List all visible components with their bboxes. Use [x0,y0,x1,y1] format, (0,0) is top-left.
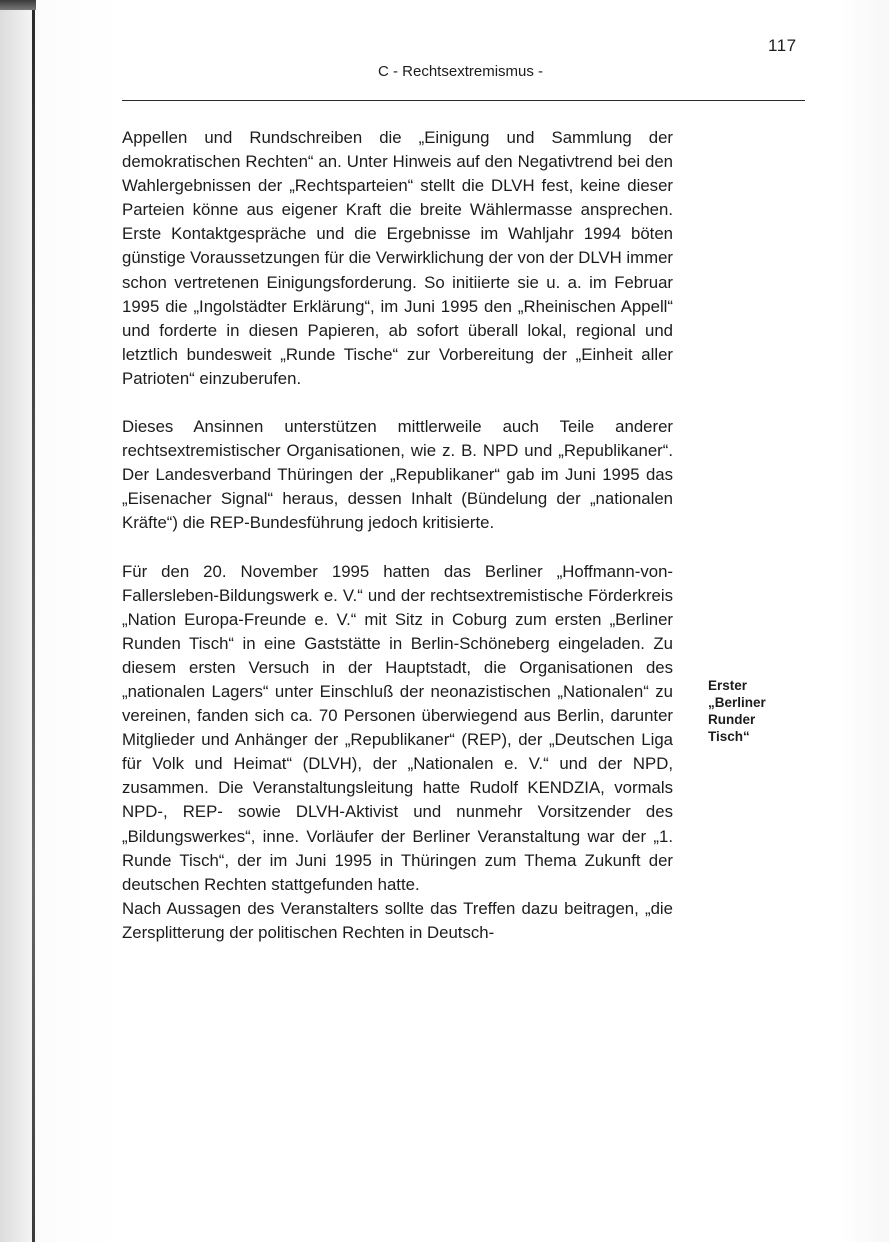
body-text [122,126,673,945]
header-rule [122,100,805,101]
paragraph-3: Für den 20. November 1995 hatten das Berliner „Hoffmann-von-Fallersleben-Bildungswerk e. V.“ und der rechtsextremistische Förderkreis „Nation Europa-Freunde e. V.“ mit Sitz in Coburg zum ersten „Berliner Runden Tisch“ in eine Gaststätte in Berlin-Schöneberg eingeladen. Zu diesem ersten Versuch in der Hauptstadt, die Organisationen des „nationalen Lagers“ unter Einschluß der neonazistischen „Nationalen“ zu vereinen, fanden sich ca. 70 Personen überwiegend aus Berlin, darunter Mitglieder und Anhänger der „Republikaner“ (REP), der „Deutschen Liga für Volk und Heimat“ (DLVH), der „Nationalen e. V.“ und der NPD, zusammen. Die Veranstaltungsleitung hatte Rudolf KENDZIA, vormals NPD-, REP- sowie DLVH-Aktivist und nunmehr Vorsitzender des „Bildungswerkes“, inne. Vorläufer der Berliner Veranstaltung war der „1. Runde Tisch“, der im Juni 1995 in Thüringen zum Thema Zukunft der deutschen Rechten stattgefunden hatte. [122,561,673,894]
margin-note: Erster „Berliner Runder Tisch“ [708,678,766,744]
paragraph-4: Nach Aussagen des Veranstalters sollte das Treffen dazu beitragen, „die Zersplitterung der politischen Rechten in Deutsch- [122,898,673,942]
page-number: 117 [768,36,797,55]
running-header: C - Rechtsextremismus - [378,63,544,80]
binding-edge [32,0,35,1242]
paragraph-2: Dieses Ansinnen unterstützen mittlerweile auch Teile anderer rechtsextremistischer Organisationen, wie z. B. NPD und „Republikaner“. Der Landesverband Thüringen der „Republikaner“ gab im Juni 1995 das „Eisenacher Signal“ heraus, dessen Inhalt (Bündelung der „nationalen Kräfte“) die REP-Bundesführung jedoch kritisierte. [122,417,673,533]
paragraph-1: Appellen und Rundschreiben die „Einigung und Sammlung der demokratischen Rechten“ an. Unter Hinweis auf den Negativtrend bei den Wahlergebnissen der „Rechtsparteien“ stellt die DLVH fest, keine dieser Parteien könne aus eigener Kraft die breite Wählermasse ansprechen. Erste Kontaktgespräche und die Ergebnisse im Wahljahr 1994 böten günstige Voraussetzungen für die Verwirklichung der von der DLVH immer schon vertretenen Einigungsforderung. So initiierte sie u. a. im Februar 1995 die „Ingolstädter Erklärung“, im Juni 1995 den „Rheinischen Appell“ und forderte in diesen Papieren, ab sofort überall lokal, regional und letztlich bundesweit „Runde Tische“ zur Vorbereitung der „Einheit aller Patrioten“ einzuberufen. [122,128,673,388]
binding-shadow [0,0,32,1242]
page-corner-mark [0,0,36,10]
